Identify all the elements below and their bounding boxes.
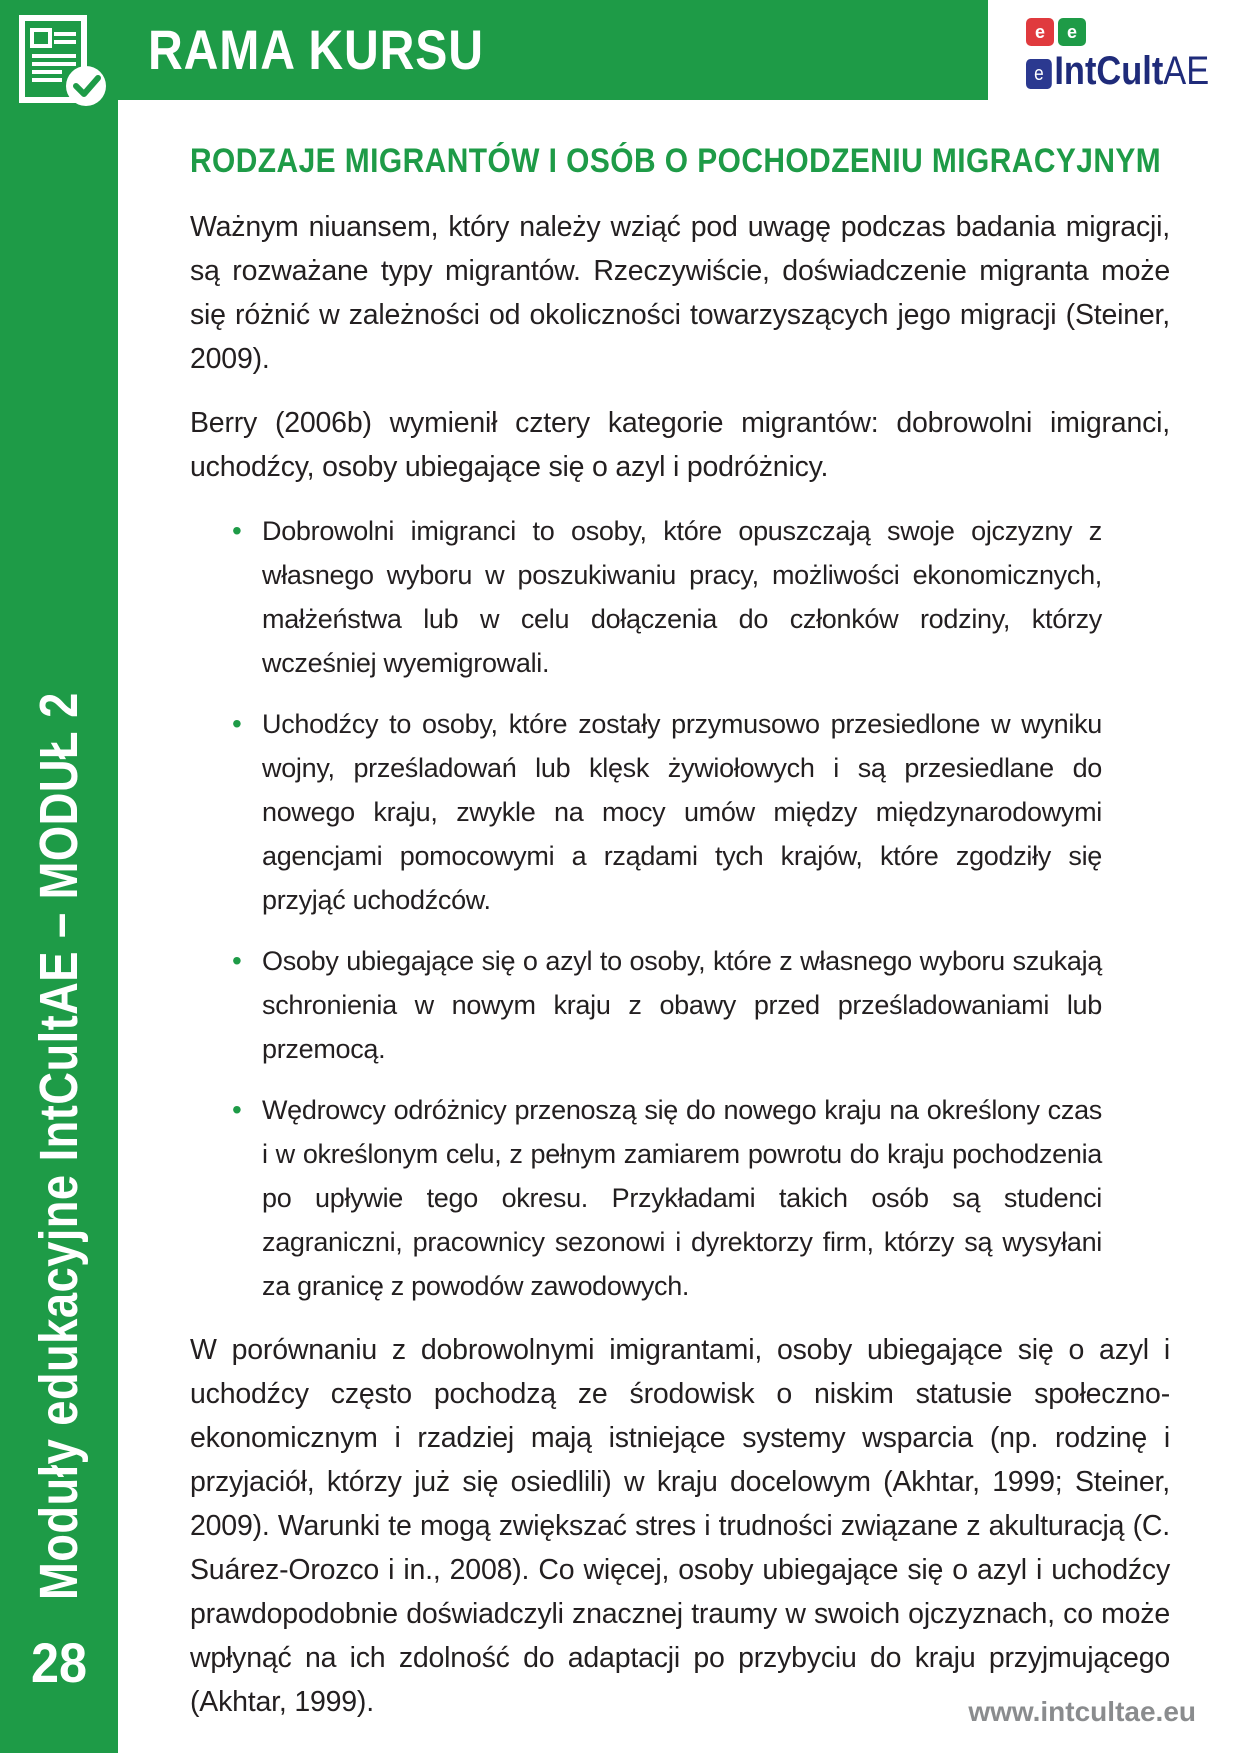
logo-green-e-icon: e: [1058, 18, 1086, 46]
vertical-module-title-text: Moduły edukacyjne IntCultAE – MODUŁ 2: [29, 692, 89, 1600]
list-item-text: Uchodźcy to osoby, które zostały przymusowo przesiedlone w wyniku wojny, prześladowań lub klęsk żywiołowych i są przesiedlane do nowego kraju, zwykle na mocy umów między międzynarodowymi agencjami pomocowymi a rządami tych krajów, które zgodziły się przyjąć uchodźców.: [262, 709, 1102, 915]
logo-brand-cult: Cult: [1096, 49, 1164, 93]
paragraph-2: Berry (2006b) wymienił cztery kategorie migrantów: dobrowolni imigranci, uchodźcy, osoby ubiegające się o azyl i podróżnicy.: [190, 407, 1170, 483]
paragraph-1: Ważnym niuansem, który należy wziąć pod uwagę podczas badania migracji, są rozważane typy migrantów. Rzeczywiście, doświadczenie migranta może się różnić w zależności od okoliczności towarzyszących jego migracji (Steiner, 2009).: [190, 211, 1170, 375]
logo-icons: [1026, 18, 1086, 46]
logo-blue-e-icon: e: [1026, 59, 1052, 89]
list-item-text: Dobrowolni imigranci to osoby, które opuszczają swoje ojczyzny z własnego wyboru w poszukiwaniu pracy, możliwości ekonomicznych, małżeństwa lub w celu dołączenia do członków rodziny, którzy wcześniej wyemigrowali.: [262, 516, 1102, 678]
checklist-document-icon: [18, 14, 118, 126]
list-item: [230, 1088, 1102, 1308]
bullet-icon: •: [232, 1094, 242, 1125]
bullet-icon: •: [232, 515, 242, 546]
list-item: [230, 939, 1102, 1071]
list-item: [230, 702, 1102, 922]
page-number: 28: [30, 1631, 88, 1694]
page-header-title: RAMA KURSU: [148, 18, 484, 81]
section-title: RODZAJE MIGRANTÓW I OSÓB O POCHODZENIU MIGRACYJNYM: [190, 142, 1162, 180]
paragraph-3: W porównaniu z dobrowolnymi imigrantami, osoby ubiegające się o azyl i uchodźcy często pochodzą ze środowisk o niskim statusie społeczno-ekonomicznym i rzadziej mają istniejące systemy wsparcia (np. rodzinę i przyjaciół, którzy już się osiedlili) w kraju docelowym (Akhtar, 1999; Steiner, 2009). Warunki te mogą zwiększać stres i trudności związane z akulturacją (C. Suárez-Orozco i in., 2008). Co więcej, osoby ubiegające się o azyl i uchodźcy prawdopodobnie doświadczyli znacznej traumy w swoich ojczyznach, co może wpłynąć na ich zdolność do adaptacji po przybyciu do kraju przyjmującego (Akhtar, 1999).: [190, 1334, 1170, 1718]
list-item: [230, 509, 1102, 685]
migrant-categories-list: [230, 509, 1102, 1308]
bullet-icon: •: [232, 708, 242, 739]
logo-red-e-icon: e: [1026, 18, 1054, 46]
logo-wordmark: [1026, 46, 1209, 96]
logo-brand-int: Int: [1054, 49, 1097, 93]
logo-brand-ae: AE: [1163, 49, 1210, 93]
footer-website-link[interactable]: www.intcultae.eu: [968, 1696, 1196, 1727]
intcultae-logo: [1022, 18, 1222, 93]
vertical-module-title: [20, 540, 98, 1600]
list-item-text: Osoby ubiegające się o azyl to osoby, które z własnego wyboru szukają schronienia w nowym kraju z obawy przed prześladowaniami lub przemocą.: [262, 946, 1102, 1064]
main-content: [190, 142, 1170, 1744]
bullet-icon: •: [232, 945, 242, 976]
list-item-text: Wędrowcy odróżnicy przenoszą się do nowego kraju na określony czas i w określonym celu, z pełnym zamiarem powrotu do kraju pochodzenia po upływie tego okresu. Przykładami takich osób są studenci zagraniczni, pracownicy sezonowi i dyrektorzy firm, którzy są wysyłani za granicę z powodów zawodowych.: [262, 1095, 1102, 1301]
